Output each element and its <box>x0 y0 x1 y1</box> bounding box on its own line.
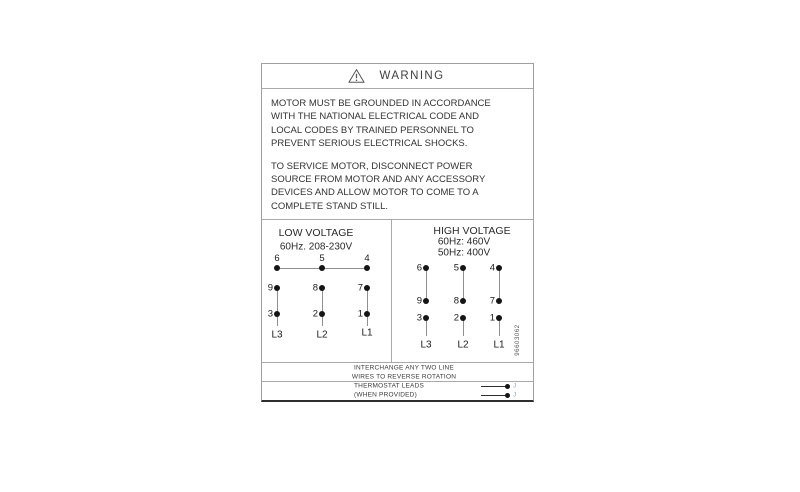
warning-title: WARNING <box>379 70 445 82</box>
lv-terminal-4-dot <box>364 265 370 271</box>
lv-terminal-1-dot <box>364 311 370 317</box>
warning-header <box>262 64 533 89</box>
lv-terminal-1-label: 1 <box>357 308 363 320</box>
warning-triangle-icon <box>348 68 365 84</box>
thermostat-lead-dot-2 <box>505 393 510 398</box>
hv-terminal-3-dot <box>423 315 429 321</box>
lv-terminal-6-label: 6 <box>274 253 280 264</box>
hv-wire-6-9 <box>426 268 427 301</box>
warning-line: DEVICES AND ALLOW MOTOR TO COME TO A <box>271 187 479 199</box>
lv-terminal-2-label: 2 <box>312 308 318 320</box>
hv-terminal-5-dot <box>460 265 466 271</box>
part-number: 96603062 <box>515 324 521 356</box>
lv-line-l3-label: L3 <box>271 329 283 341</box>
hv-terminal-5-label: 5 <box>453 262 459 274</box>
lv-terminal-9-label: 9 <box>267 282 273 294</box>
lv-line-l1-label: L1 <box>361 327 373 339</box>
hv-terminal-2-label: 2 <box>453 312 459 324</box>
hv-terminal-1-dot <box>496 315 502 321</box>
warning-line: MOTOR MUST BE GROUNDED IN ACCORDANCE <box>271 98 491 109</box>
lv-terminal-7-dot <box>364 285 370 291</box>
high-voltage-subtitle-50hz: 50Hz: 400V <box>437 247 491 259</box>
lv-terminal-4-label: 4 <box>364 253 370 264</box>
lv-wire-8-2-l2 <box>322 288 323 326</box>
warning-line: TO SERVICE MOTOR, DISCONNECT POWER <box>271 160 473 172</box>
lv-terminal-5-dot <box>319 265 325 271</box>
rotation-note-line1: INTERCHANGE ANY TWO LINE <box>354 364 454 372</box>
lv-terminal-3-label: 3 <box>267 308 273 320</box>
warning-line: LOCAL CODES BY TRAINED PERSONNEL TO <box>271 124 474 136</box>
lv-terminal-6-dot <box>274 265 280 271</box>
lv-terminal-8-dot <box>319 285 325 291</box>
thermostat-lead-wire-2 <box>481 395 507 396</box>
hv-terminal-9-dot <box>423 298 429 304</box>
thermostat-lead-wire-1 <box>481 386 507 387</box>
hv-terminal-2-dot <box>460 315 466 321</box>
hv-terminal-1-label: 1 <box>489 312 495 324</box>
hv-wire-5-8 <box>463 268 464 301</box>
lv-terminal-7-label: 7 <box>357 282 363 294</box>
thermostat-lead-dot-1 <box>505 384 510 389</box>
hv-terminal-3-label: 3 <box>416 312 422 324</box>
hv-terminal-8-dot <box>460 298 466 304</box>
hv-terminal-6-label: 6 <box>416 262 422 274</box>
lv-wire-9-3-l3 <box>277 288 278 326</box>
divider-diagram-footer <box>262 362 533 363</box>
thermostat-lead-j-label-2: J <box>513 391 517 399</box>
lv-terminal-5-label: 5 <box>319 253 325 264</box>
warning-line: SOURCE FROM MOTOR AND ANY ACCESSORY <box>271 174 486 186</box>
warning-line: COMPLETE STAND STILL. <box>271 200 389 212</box>
divider-text-diagram <box>262 219 533 220</box>
rotation-note-line2: WIRES TO REVERSE ROTATION <box>351 373 457 381</box>
high-voltage-title: HIGH VOLTAGE <box>433 225 511 237</box>
lv-wire-7-1-l1 <box>367 288 368 326</box>
hv-terminal-8-label: 8 <box>453 295 459 307</box>
lv-line-l2-label: L2 <box>316 329 328 341</box>
motor-warning-label <box>261 63 534 402</box>
hv-terminal-4-label: 4 <box>489 262 495 274</box>
lv-terminal-9-dot <box>274 285 280 291</box>
high-voltage-subtitle-60hz: 60Hz: 460V <box>437 236 491 248</box>
warning-text-block <box>271 97 491 213</box>
thermostat-leads-line1: THERMOSTAT LEADS <box>354 382 425 390</box>
low-voltage-title: LOW VOLTAGE <box>278 227 354 239</box>
warning-line: PREVENT SERIOUS ELECTRICAL SHOCKS. <box>271 138 468 150</box>
hv-terminal-9-label: 9 <box>416 295 422 307</box>
hv-terminal-7-label: 7 <box>489 295 495 307</box>
hv-terminal-4-dot <box>496 265 502 271</box>
thermostat-lead-j-label-1: J <box>513 382 517 390</box>
hv-wire-4-7 <box>499 268 500 301</box>
lv-terminal-2-dot <box>319 311 325 317</box>
lv-terminal-8-label: 8 <box>312 282 318 294</box>
hv-line-l2-label: L2 <box>457 339 469 351</box>
hv-terminal-6-dot <box>423 265 429 271</box>
warning-line: WITH THE NATIONAL ELECTRICAL CODE AND <box>271 111 479 123</box>
thermostat-leads-line2: (WHEN PROVIDED) <box>354 391 417 399</box>
hv-line-l3-label: L3 <box>420 339 432 351</box>
hv-line-l1-label: L1 <box>493 339 505 351</box>
low-voltage-subtitle: 60Hz. 208-230V <box>279 241 353 253</box>
lv-terminal-3-dot <box>274 311 280 317</box>
divider-low-high-voltage <box>391 219 392 362</box>
hv-terminal-7-dot <box>496 298 502 304</box>
